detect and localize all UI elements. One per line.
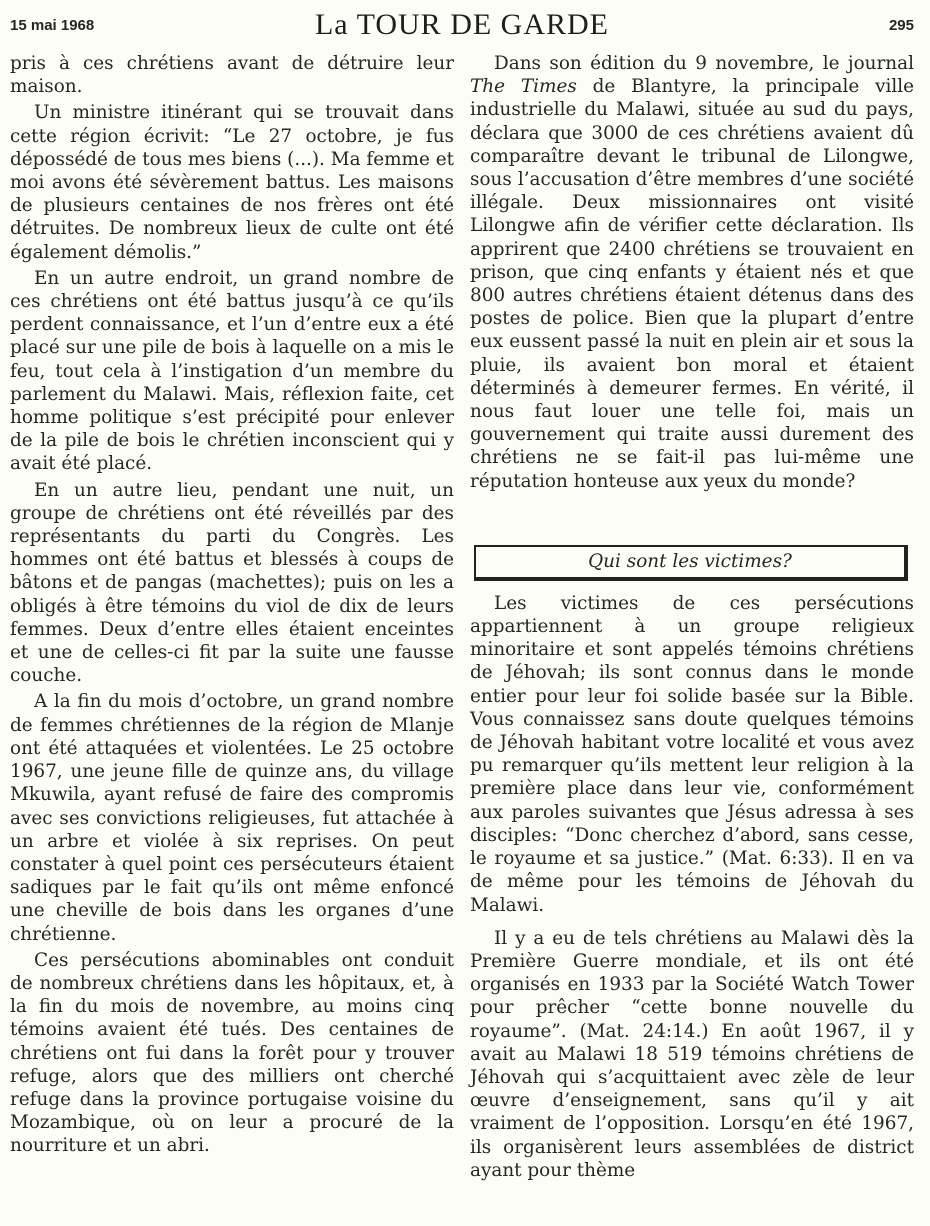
- paragraph: Il y a eu de tels chrétiens au Malawi dès la Première Guerre mondiale, et ils ont été organisés en 1933 par la Société Watch Tower pour prêcher “cette bonne nouvelle du royaume”. (Mat. 24:14.) En août 1967, il y avait au Malawi 18 519 témoins chrétiens de Jéhovah qui s’acquittaient avec zèle de leur œuvre d’enseignement, sans qu’il y ait vraiment de l’opposition. Lorsqu’en été 1967, ils organisèrent leurs assemblées de district ayant pour thème: [470, 927, 914, 1181]
- article-columns: [10, 52, 914, 1182]
- paragraph: pris à ces chrétiens avant de détruire leur maison.: [10, 53, 454, 98]
- page-header: [10, 8, 914, 50]
- section-heading: Qui sont les victimes?: [588, 551, 792, 573]
- magazine-title: La TOUR DE GARDE: [314, 8, 610, 41]
- issue-date: 15 mai 1968: [10, 17, 95, 34]
- paragraph: A la fin du mois d’octobre, un grand nombre de femmes chrétiennes de la région de Mlanje ont été attaquées et violentées. Le 25 octobre 1967, une jeune fille de quinze ans, du village Mkuwila, ayant refusé de faire des compromis avec ses convictions religieuses, fut attachée à un arbre et violée à six reprises. On peut constater à quel point ces persécuteurs étaient sadiques par le fait qu’ils ont même enfoncé une cheville de bois dans les organes d’une chrétienne.: [10, 691, 454, 945]
- paragraph: En un autre endroit, un grand nombre de ces chrétiens ont été battus jusqu’à ce qu’ils perdent connaissance, et l’un d’entre eux a été placé sur une pile de bois à laquelle on a mis le feu, tout cela à l’instigation d’un membre du parlement du Malawi. Mais, réflexion faite, cet homme politique s’est précipité pour enlever de la pile de bois le chrétien inconscient qui y avait été placé.: [10, 267, 454, 475]
- paragraph: En un autre lieu, pendant une nuit, un groupe de chrétiens ont été réveillés par des représentants du parti du Congrès. Les hommes ont été battus et blessés à coups de bâtons et de pangas (machettes); puis on les a obligés à être témoins du viol de dix de leurs femmes. Deux d’entre elles étaient enceintes et une de celles-ci fit par la suite une fausse couche.: [10, 479, 454, 687]
- section-spacer: [470, 493, 914, 545]
- paragraph: [470, 52, 914, 493]
- right-column: [470, 52, 914, 1182]
- paragraph-text: de Blantyre, la principale ville industrielle du Malawi, située au sud du pays, déclara que 3000 de ces chrétiens avaient dû comparaître devant le tribunal de Lilongwe, sous l’accusation d’être membres d’une société illégale. Deux missionnaires ont visité Lilongwe afin de vérifier cette déclaration. Ils apprirent que 2400 chrétiens se trouvaient en prison, que cinq enfants y étaient nés et que 800 autres chrétiens étaient détenus dans des postes de police. Bien que la plupart d’entre eux eussent passé la nuit en plein air et sous la pluie, ils avaient bon moral et étaient déterminés à demeurer fermes. En vérité, il nous faut louer une telle foi, mais un gouvernement qui traite aussi durement des chrétiens ne se fait-il pas lui-même une réputation honteuse aux yeux du monde?: [470, 76, 915, 492]
- newspaper-name: The Times: [470, 76, 577, 98]
- section-heading-box: [474, 545, 908, 581]
- paragraph: Ces persécutions abominables ont conduit de nombreux chrétiens dans les hôpitaux, et, à la fin du mois de novembre, au moins cinq témoins avaient été tués. Des centaines de chrétiens ont fui dans la forêt pour y trouver refuge, alors que des milliers ont cherché refuge dans la province portugaise voisine du Mozambique, où on leur a procuré de la nourriture et un abri.: [10, 949, 454, 1157]
- left-column: [10, 52, 454, 1182]
- paragraph-text: Dans son édition du 9 novembre, le journal: [494, 53, 914, 74]
- paragraph: Les victimes de ces persécutions appartiennent à un groupe religieux minoritaire et sont appelés témoins chrétiens de Jéhovah; ils sont connus dans le monde entier pour leur foi solide basée sur la Bible. Vous connaissez sans doute quelques témoins de Jéhovah habitant votre localité et vous avez pu remarquer qu’ils mettent leur religion à la première place dans leur vie, conformément aux paroles suivantes que Jésus adressa à ses disciples: “Donc cherchez d’abord, sans cesse, le royaume et sa justice.” (Mat. 6:33). Il en va de même pour les témoins de Jéhovah du Malawi.: [470, 592, 914, 916]
- paragraph: Un ministre itinérant qui se trouvait dans cette région écrivit: “Le 27 octobre, je fus dépossédé de tous mes biens (...). Ma femme et moi avons été sévèrement battus. Les maisons de plusieurs centaines de nos frères ont été détruites. De nombreux lieux de culte ont été également démolis.”: [10, 102, 454, 263]
- page-number: 295: [888, 17, 914, 34]
